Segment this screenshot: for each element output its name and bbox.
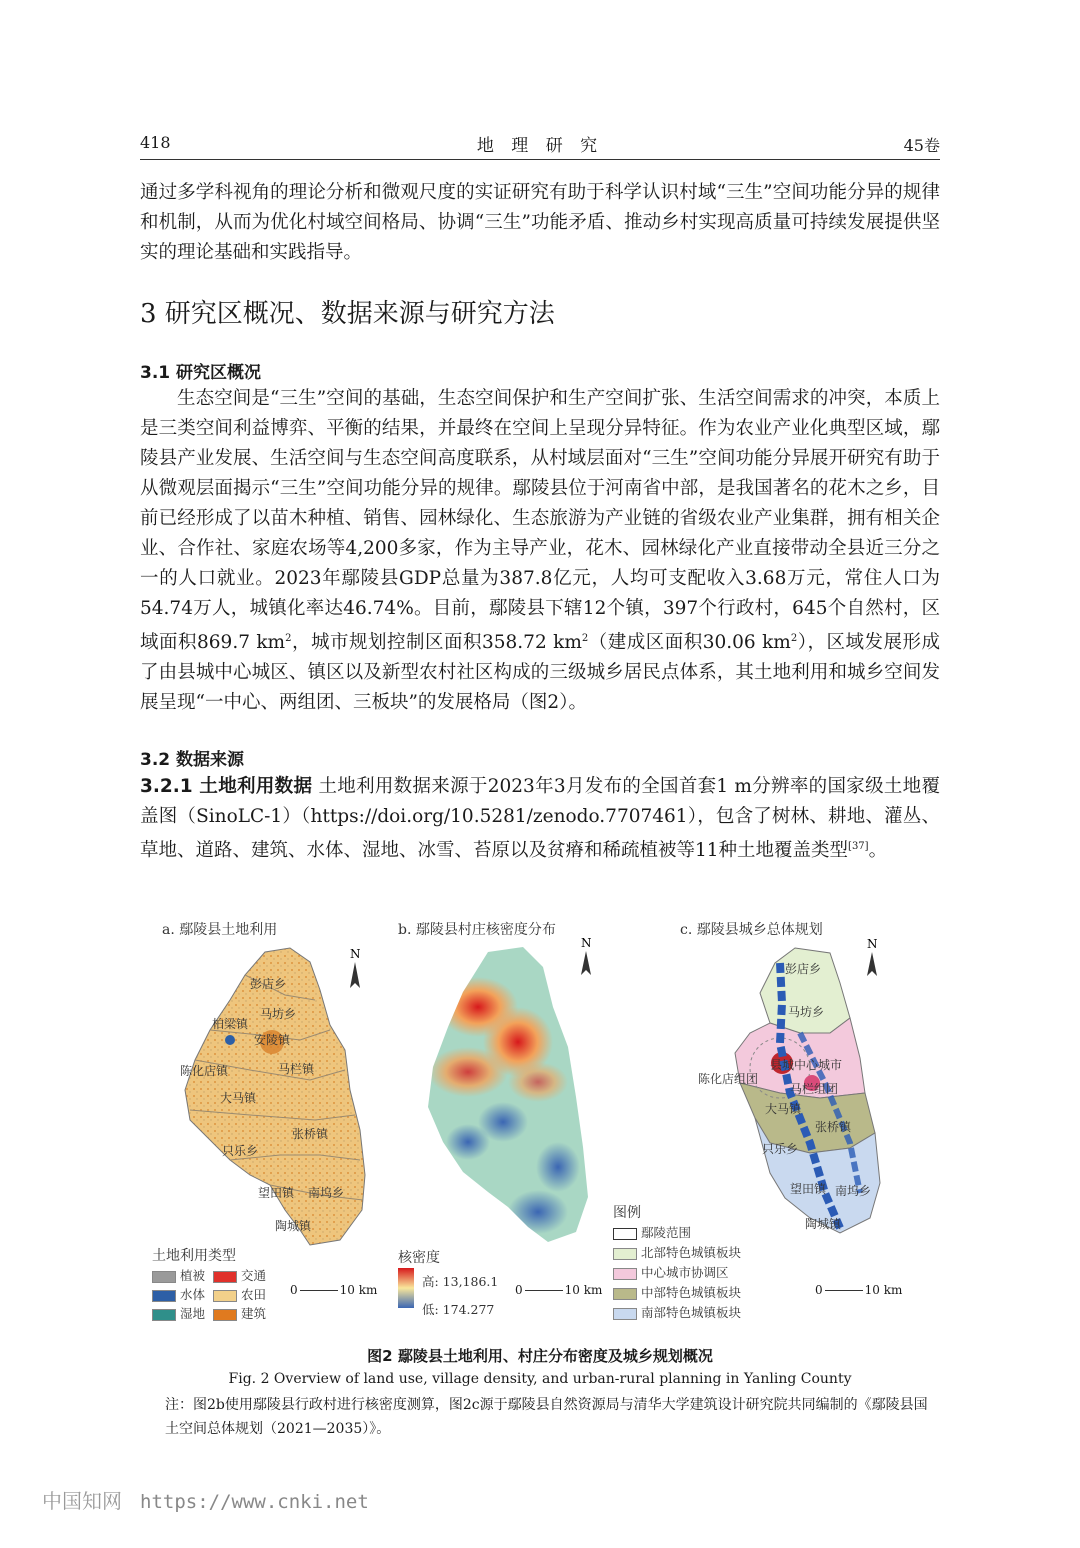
scale-bar-c: 0 10 km [815,1283,903,1297]
land-use-data-paragraph: 3.2.1 土地利用数据 土地利用数据来源于2023年3月发布的全国首套1 m分辨率的国家级土地覆盖图（SinoLC-1）（https://doi.org/10.5281/zenodo.7707461），包含了树林、耕地、灌丛、草地、道路、建筑、水体、湿地、冰雪、苔原以及贫瘠和稀疏植被等11种土地覆盖类型[37]。 [140,776,940,862]
town-label: 安陵镇 [254,1033,291,1047]
study-area-paragraph: 生态空间是“三生”空间的基础，生态空间保护和生产空间扩张、生活空间需求的冲突，本质上是三类空间利益博弈、平衡的结果，并最终在空间上呈现分异特征。作为农业产业化典型区域，鄢陵县产业发展、生活空间与生态空间高度联系，从村域层面对“三生”空间功能分异展开研究有助于从微观层面揭示“三生”空间功能分异的规律。鄢陵县位于河南省中部，是我国著名的花木之乡，目前已经形成了以苗木种植、销售、园林绿化、生态旅游为产业链的省级农业产业集群，拥有相关企业、合作社、家庭农场等4,200多家，作为主导产业，花木、园林绿化产业直接带动全县近三分之一的人口就业。2023年鄢陵县GDP总量为387.8亿元，人均可支配收入3.68万元，常住人口为54.74万人，城镇化率达46.74%。目前，鄢陵县下辖12个镇，397个行政村，645个自然村，区域面积869.7 $km^2$，城市规划控制区面积358.72 $km^2$（建成区面积30.06 $km^2$），区域发展形成了由县城中心城区、镇区以及新型农村社区构成的三级城乡居民点体系，其土地利用和城乡空间发展呈现“一中心、两组团、三板块”的发展格局（图2）。 [140,388,940,714]
subsection-heading-3-2: 3.2 数据来源 [140,750,245,770]
legend-c: 鄢陵范围 北部特色城镇板块 中心城市协调区 中部特色城镇板块 南部特色城镇板块 [613,1223,741,1323]
legend-a: 植被 交通 水体 农田 湿地 建筑 [152,1266,266,1323]
running-header [140,129,940,160]
legend-b-title: 核密度 [398,1250,440,1266]
town-label: 只乐乡 [222,1144,259,1158]
figure-note: 注：图2b使用鄢陵县行政村进行核密度测算，图2c源于鄢陵县自然资源局与清华大学建筑设计研究院共同编制的《鄢陵县国土空间总体规划（2021—2035）》。 [165,1397,928,1437]
town-label: 张桥镇 [292,1127,329,1141]
svg-text:N: N [867,937,878,951]
legend-swatch [152,1271,176,1283]
town-label: 望田镇 [258,1186,295,1200]
intro-paragraph: 通过多学科视角的理论分析和微观尺度的实证研究有助于科学认识村域“三生”空间功能分异的规律和机制，从而为优化村域空间格局、协调“三生”功能矛盾、推动乡村实现高质量可持续发展提供坚实的理论基础和实践指导。 [140,182,940,263]
panel-c-title: c. 鄢陵县城乡总体规划 [680,922,823,938]
land-use-map [150,940,390,1260]
town-label: 马栏镇 [278,1062,315,1076]
town-label: 马坊乡 [260,1007,297,1021]
svg-text:N: N [581,936,592,950]
town-label: 大马镇 [220,1091,257,1105]
page-number: 418 [140,133,171,152]
subsection-heading-3-1: 3.1 研究区概况 [140,363,262,383]
figure-2 [140,915,940,1335]
svg-text:彭店乡: 彭店乡 [785,962,822,976]
town-label: 陶城镇 [275,1219,312,1233]
svg-text:南坞乡: 南坞乡 [835,1184,872,1198]
svg-text:大马镇: 大马镇 [765,1102,802,1116]
svg-text:马栏组团: 马栏组团 [790,1082,839,1096]
footer-watermark [42,1485,369,1514]
svg-text:陈化店组团: 陈化店组团 [698,1072,759,1086]
town-label: 柏梁镇 [212,1017,249,1031]
kernel-density-map [408,936,608,1247]
svg-text:陶城镇: 陶城镇 [805,1217,842,1231]
section-heading: 3 研究区概况、数据来源与研究方法 [140,299,555,329]
site-name: 中国知网 [42,1489,122,1513]
scale-bar-b: 0 10 km [515,1283,603,1297]
journal-title: 地 理 研 究 [476,136,604,156]
town-label: 南坞乡 [308,1186,345,1200]
svg-text:张桥镇: 张桥镇 [815,1120,852,1134]
panel-b-title: b. 鄢陵县村庄核密度分布 [398,922,556,938]
town-label: 陈化店镇 [180,1064,229,1078]
svg-text:只乐乡: 只乐乡 [762,1142,799,1156]
planning-map [698,937,900,1243]
figure-caption-cn: 图2 鄢陵县土地利用、村庄分布密度及城乡规划概况 [367,1347,713,1365]
svg-text:望田镇: 望田镇 [790,1182,827,1196]
legend-b: 高: 13,186.1 低: 174.277 [398,1268,498,1324]
panel-a-title: a. 鄢陵县土地利用 [162,922,278,938]
north-arrow [350,947,361,988]
site-url[interactable]: https://www.cnki.net [140,1491,369,1513]
volume-label: 45卷 [903,136,940,155]
svg-text:县城中心城市: 县城中心城市 [770,1058,843,1072]
legend-a-title: 土地利用类型 [152,1248,236,1264]
svg-text:N: N [350,947,361,961]
legend-c-title: 图例 [613,1205,641,1221]
svg-text:马坊乡: 马坊乡 [788,1005,825,1019]
scale-bar-a: 0 10 km [290,1283,378,1297]
town-label: 彭店乡 [250,977,287,991]
figure-caption-en: Fig. 2 Overview of land use, village density, and urban-rural planning in Yanling County [228,1371,852,1387]
